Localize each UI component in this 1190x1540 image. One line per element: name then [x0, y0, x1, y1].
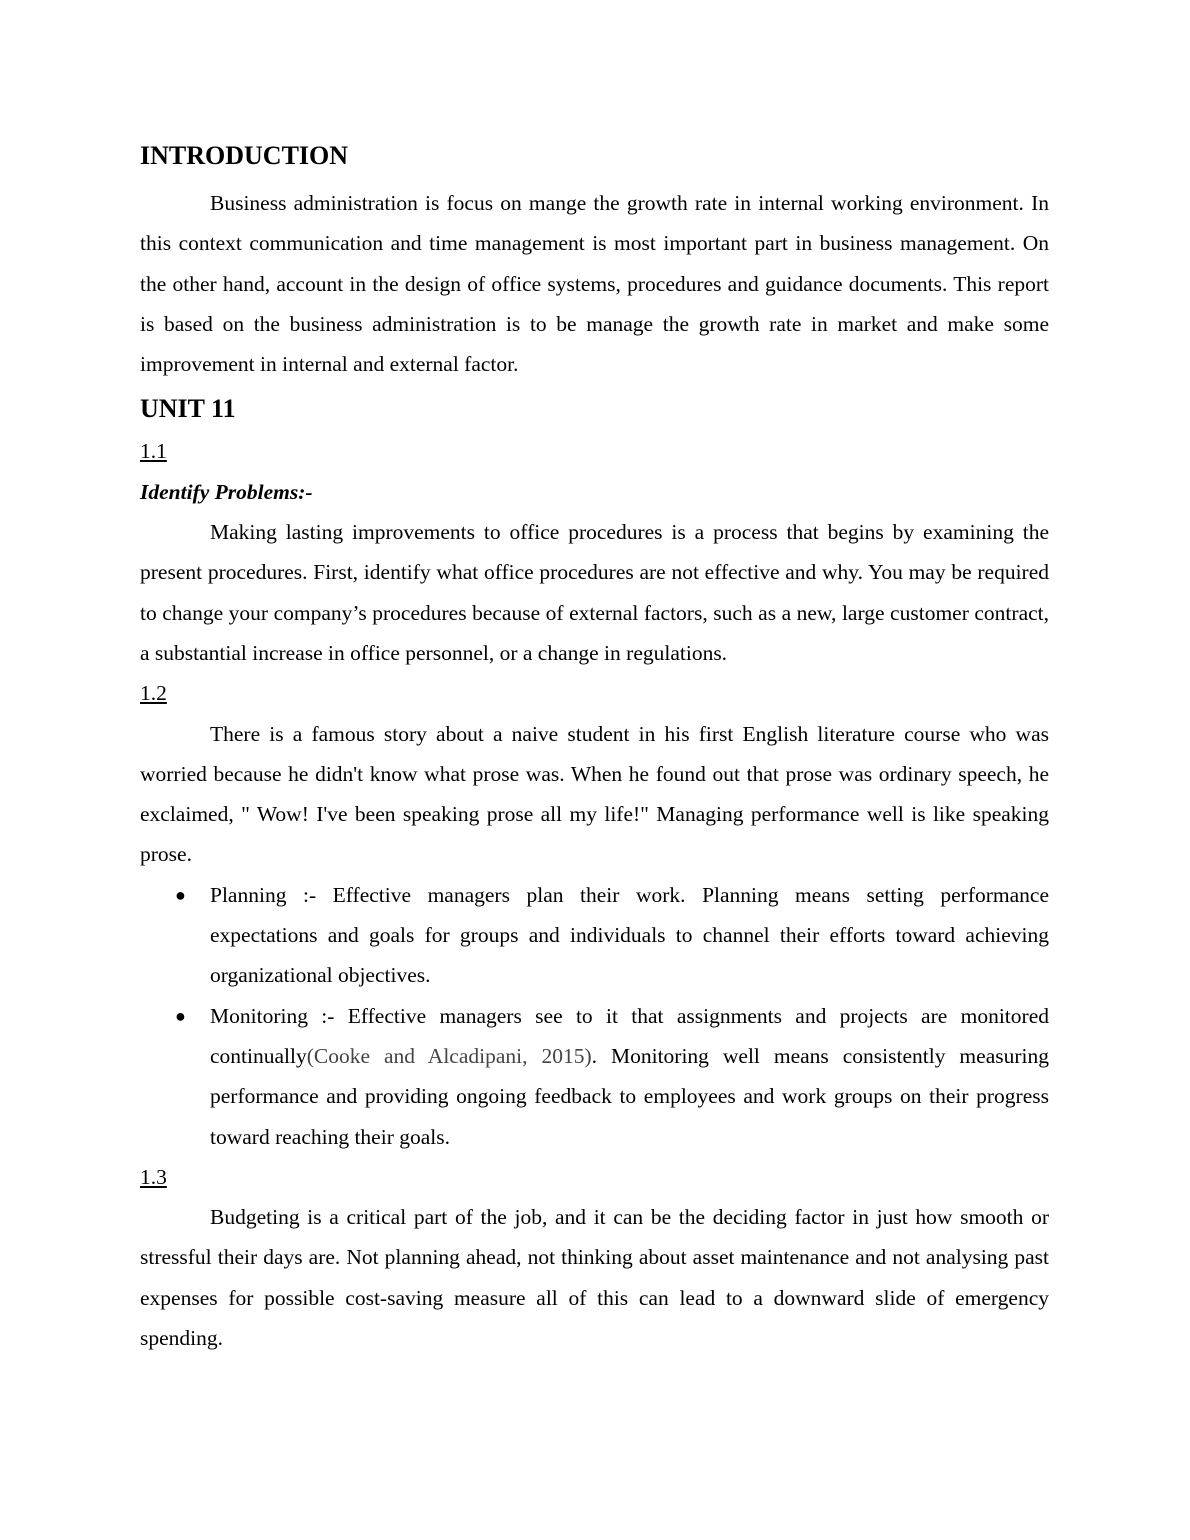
document-page	[140, 138, 1049, 1358]
bullet-text: Monitoring :- Effective managers see to it that assignments and projects are monitored continually	[210, 1003, 1049, 1068]
list-item-monitoring	[140, 996, 1049, 1157]
section-1-3-paragraph: Budgeting is a critical part of the job, and it can be the deciding factor in just how smooth or stressful their days are. Not planning ahead, not thinking about asset maintenance and not analysing past expenses for possible cost-saving measure all of this can lead to a downward slide of emergency spending.	[140, 1205, 1049, 1351]
section-number-1-3: 1.3	[140, 1164, 167, 1189]
unit-heading: UNIT 11	[140, 394, 236, 424]
performance-bullet-list	[140, 875, 1049, 1157]
bullet-icon: ●	[175, 1005, 186, 1026]
section-number-1-2: 1.2	[140, 681, 167, 706]
bullet-text: Planning :- Effective managers plan their work. Planning means setting performance expectations and goals for groups and individuals to channel their efforts toward achieving organizational objectives.	[210, 882, 1049, 988]
identify-problems-subheading: Identify Problems:-	[140, 479, 313, 504]
section-1-1-paragraph: Making lasting improvements to office procedures is a process that begins by examining the present procedures. First, identify what office procedures are not effective and why. You may be required to change your company’s procedures because of external factors, such as a new, large customer contract, a substantial increase in office personnel, or a change in regulations.	[140, 520, 1049, 665]
section-number-1-1: 1.1	[140, 439, 167, 464]
introduction-heading: INTRODUCTION	[140, 141, 349, 170]
section-1-2-paragraph: There is a famous story about a naive student in his first English literature course who was worried because he didn't know what prose was. When he found out that prose was ordinary speech, he exclaimed, " Wow! I've been speaking prose all my life!" Managing performance well is like speaking prose.	[140, 721, 1049, 867]
citation: (Cooke and Alcadipani, 2015)	[306, 1043, 592, 1068]
bullet-text-continued: . Monitoring well means consistently measuring performance and providing ongoing feedback to employees and work groups on their progress toward reaching their goals.	[210, 1043, 1049, 1149]
list-item-planning	[140, 875, 1049, 996]
introduction-paragraph: Business administration is focus on mange the growth rate in internal working environment. In this context communication and time management is most important part in business management. On the other hand, account in the design of office systems, procedures and guidance documents. This report is based on the business administration is to be manage the growth rate in market and make some improvement in internal and external factor.	[140, 191, 1049, 377]
bullet-icon: ●	[175, 884, 186, 905]
